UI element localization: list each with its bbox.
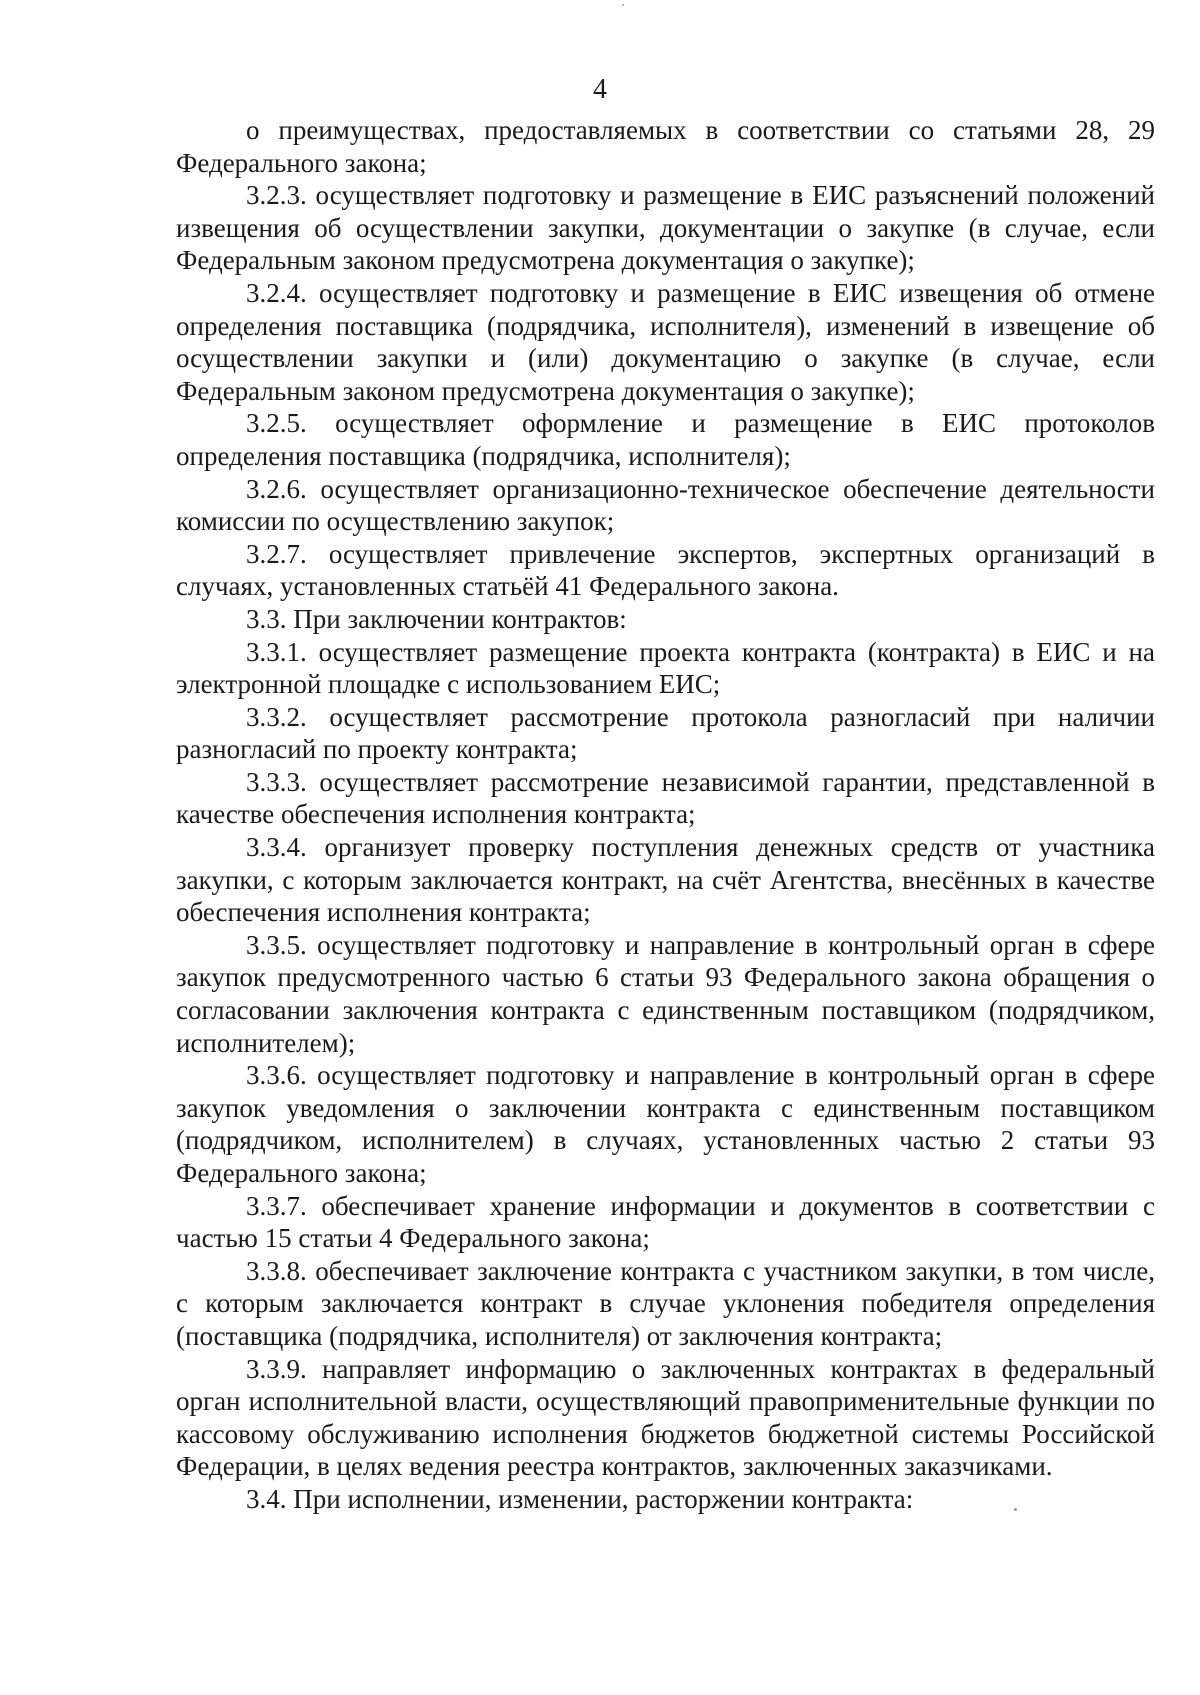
paragraph: 3.3. При заключении контрактов: bbox=[246, 603, 627, 634]
paragraph: 3.3.9. направляет информацию о заключенных контрактах в федеральный орган исполнительной власти, осуществляющий правоприменительные функции по кассовому обслуживанию исполнения бюджетов бюджетной системы Российской Федерации, в целях ведения реестра контрактов, заключенных заказчиками. bbox=[176, 1353, 1155, 1482]
paragraph: 3.3.7. обеспечивает хранение информации и документов в соответствии с частью 15 статьи 4 Федерального закона; bbox=[176, 1190, 1155, 1254]
scan-speck bbox=[1014, 1508, 1017, 1511]
paragraph: 3.3.5. осуществляет подготовку и направление в контрольный орган в сфере закупок предусмотренного частью 6 статьи 93 Федерального закона обращения о согласовании заключения контракта с единственным поставщиком (подрядчиком, исполнителем); bbox=[176, 929, 1155, 1058]
document-body bbox=[176, 114, 1155, 1516]
scan-speck bbox=[622, 4, 624, 6]
paragraph: 3.2.4. осуществляет подготовку и размещение в ЕИС извещения об отмене определения поставщика (подрядчика, исполнителя), изменений в извещение об осуществлении закупки и (или) документацию о закупке (в случае, если Федеральным законом предусмотрена документация о закупке); bbox=[176, 277, 1155, 406]
paragraph: 3.3.3. осуществляет рассмотрение независимой гарантии, представленной в качестве обеспечения исполнения контракта; bbox=[176, 766, 1155, 830]
paragraph: 3.2.5. осуществляет оформление и размещение в ЕИС протоколов определения поставщика (подрядчика, исполнителя); bbox=[176, 408, 1155, 471]
paragraph: 3.3.2. осуществляет рассмотрение протокола разногласий при наличии разногласий по проекту контракта; bbox=[176, 701, 1155, 765]
paragraph: 3.2.7. осуществляет привлечение экспертов, экспертных организаций в случаях, установленных статьёй 41 Федерального закона. bbox=[176, 538, 1155, 602]
paragraph: 3.3.6. осуществляет подготовку и направление в контрольный орган в сфере закупок уведомления о заключении контракта с единственным поставщиком (подрядчиком, исполнителем) в случаях, установленных частью 2 статьи 93 Федерального закона; bbox=[176, 1060, 1155, 1188]
paragraph: 3.4. При исполнении, изменении, расторжении контракта: bbox=[246, 1483, 914, 1514]
paragraph: о преимуществах, предоставляемых в соответствии со статьями 28, 29 Федерального закона; bbox=[176, 115, 1155, 178]
paragraph: 3.2.3. осуществляет подготовку и размещение в ЕИС разъяснений положений извещения об осуществлении закупки, документации о закупке (в случае, если Федеральным законом предусмотрена документация о закупке); bbox=[176, 180, 1155, 276]
paragraph: 3.3.4. организует проверку поступления денежных средств от участника закупки, с которым заключается контракт, на счёт Агентства, внесённых в качестве обеспечения исполнения контракта; bbox=[176, 832, 1155, 928]
page-number: 4 bbox=[593, 74, 607, 105]
paragraph: 3.2.6. осуществляет организационно-техническое обеспечение деятельности комиссии по осуществлению закупок; bbox=[176, 473, 1155, 537]
paragraph: 3.3.8. обеспечивает заключение контракта с участником закупки, в том числе, с которым заключается контракт в случае уклонения победителя определения (поставщика (подрядчика, исполнителя) от заключения контракта; bbox=[176, 1255, 1155, 1351]
paragraph: 3.3.1. осуществляет размещение проекта контракта (контракта) в ЕИС и на электронной площадке с использованием ЕИС; bbox=[176, 636, 1155, 700]
